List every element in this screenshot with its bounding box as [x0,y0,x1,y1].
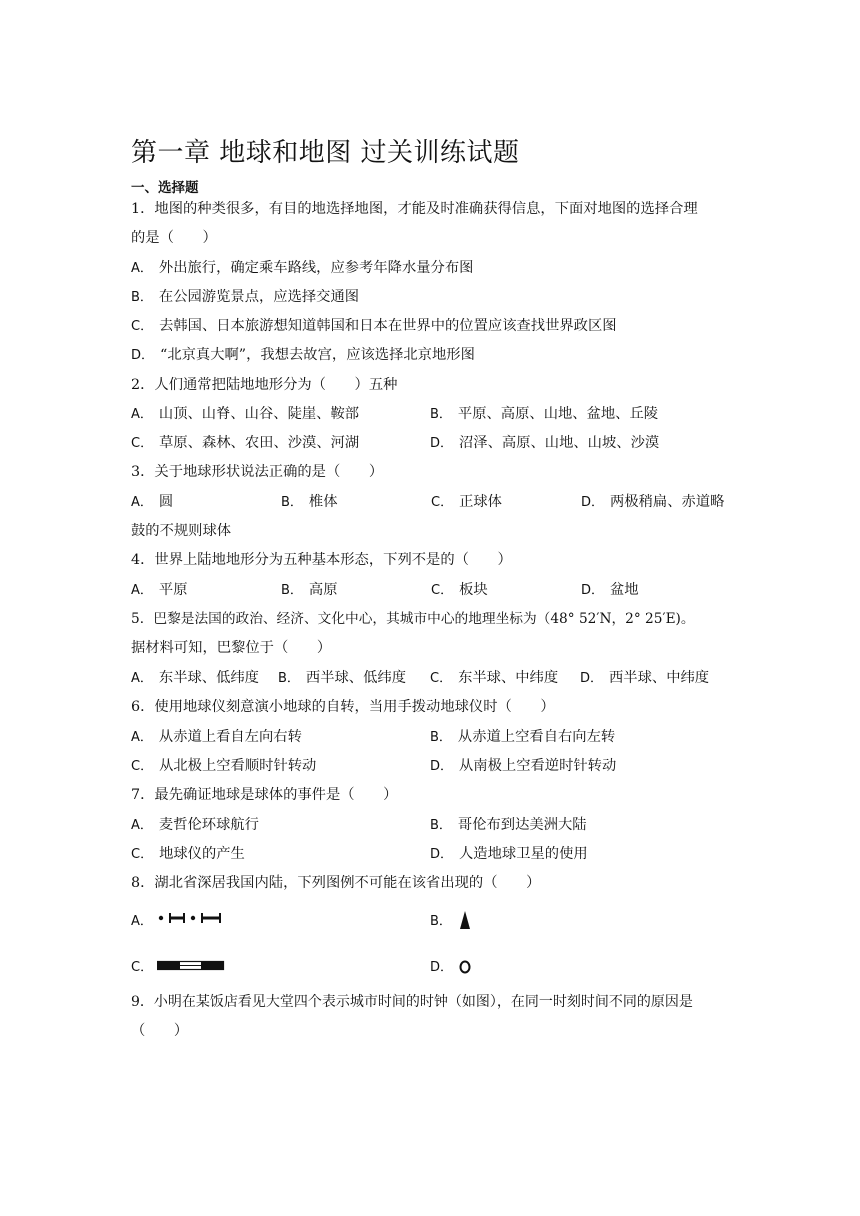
q8-stem: 8．湖北省深居我国内陆，下列图例不可能在该省出现的（ ） [131,875,541,891]
q1-option-c [131,316,617,337]
q3-option-a [131,492,173,513]
option-text: 西半球、低纬度 [305,670,406,686]
option-label: C． [430,671,453,686]
option-text: 沼泽、高原、山地、山坡、沙漠 [459,435,660,451]
q8-option-b-label [430,911,458,932]
option-label: B． [278,671,300,686]
option-text: “北京真大啊”，我想去故宫，应该选择北京地形图 [160,347,475,363]
option-label: B． [430,818,452,833]
option-text: 从赤道上看自左向右转 [158,729,302,745]
option-text: 板块 [459,582,488,598]
option-text: 平原、高原、山地、盆地、丘陵 [457,406,659,422]
option-label: C． [131,436,154,451]
q1-stem-line1: 1．地图的种类很多，有目的地选择地图，才能及时准确获得信息，下面对地图的选择合理 [131,201,698,217]
option-text: 两极稍扁、赤道略 [610,494,725,510]
option-label: A． [131,730,153,745]
q6-option-d [430,756,616,777]
option-label: A． [131,914,153,929]
q2-stem: 2．人们通常把陆地地形分为（ ）五种 [131,377,398,393]
q3-option-d [581,492,724,513]
option-text: 草原、森林、农田、沙漠、河湖 [159,435,360,451]
option-text: 去韩国、日本旅游想知道韩国和日本在世界中的位置应该查找世界政区图 [159,318,617,334]
q3-option-c [431,492,502,513]
option-label: B． [281,495,303,510]
option-text: 盆地 [610,582,639,598]
option-text: 椎体 [308,494,338,510]
option-label: D． [580,671,604,686]
option-label: C． [131,847,154,862]
q1-option-a [131,258,473,279]
q8-option-d-label [430,957,459,978]
option-text: 地球仪的产生 [159,846,245,862]
q4-option-a [131,580,188,601]
q5-option-c [430,668,558,689]
q9-stem-line1: 9．小明在某饭店看见大堂四个表示城市时间的时钟（如图），在同一时刻时间不同的原因是 [131,994,693,1010]
q2-option-b [430,404,658,425]
q4-stem: 4．世界上陆地地形分为五种基本形态，下列不是的（ ） [131,552,512,568]
q2-option-d [430,433,659,454]
q5-option-d [580,668,709,689]
q5-stem-line2: 据材料可知，巴黎位于（ ） [131,640,332,656]
option-label: C． [131,759,154,774]
section-heading: 一、选择题 [131,180,199,196]
option-label: C． [431,583,454,598]
option-label: B． [131,290,153,305]
option-label: D． [581,495,605,510]
q2-option-a [131,404,359,425]
option-label: D． [430,436,454,451]
q4-option-c [431,580,488,601]
option-text: 圆 [158,494,174,510]
option-text: 从北极上空看顺时针转动 [159,758,317,774]
q7-option-a [131,815,259,836]
option-label: D． [430,960,454,975]
q8-option-a-label [131,911,159,932]
option-label: A． [131,407,153,422]
q1-stem-line2: 的是（ ） [131,230,217,246]
q4-option-b [281,580,338,601]
option-text: 平原 [158,582,188,598]
option-label: A． [131,818,153,833]
option-label: C． [431,495,454,510]
q2-option-c [131,433,359,454]
option-label: B． [281,583,303,598]
option-text: 从南极上空看逆时针转动 [459,758,617,774]
option-text: 哥伦布到达美洲大陆 [457,817,587,833]
q1-option-b [131,287,359,308]
q6-stem: 6．使用地球仪刻意演小地球的自转，当用手拨动地球仪时（ ） [131,699,555,715]
option-label: D． [131,348,155,363]
q7-option-c [131,844,245,865]
boundary-line-icon [157,911,225,925]
option-label: D． [581,583,605,598]
q3-option-d-continued: 鼓的不规则球体 [131,523,232,539]
q4-option-d [581,580,639,601]
option-text: 人造地球卫星的使用 [459,846,588,862]
city-circle-icon [458,959,472,975]
mountain-peak-icon [458,910,472,930]
option-text: 山顶、山脊、山谷、陡崖、鞍部 [158,406,360,422]
option-text: 西半球、中纬度 [609,670,710,686]
option-label: B． [430,730,452,745]
option-label: D． [430,759,454,774]
option-text: 高原 [308,582,338,598]
q6-option-a [131,727,302,748]
option-label: D． [430,847,454,862]
option-label: A． [131,261,153,276]
q3-option-b [281,492,338,513]
q7-option-b [430,815,587,836]
option-label: A． [131,583,153,598]
page-title: 第一章 地球和地图 过关训练试题 [131,138,520,168]
option-label: A． [131,671,153,686]
option-text: 正球体 [459,494,502,510]
option-label: C． [131,960,154,975]
option-label: B． [430,914,452,929]
option-text: 从赤道上空看自右向左转 [457,729,616,745]
option-text: 东半球、中纬度 [458,670,559,686]
option-text: 东半球、低纬度 [158,670,259,686]
q5-stem-line1: 5．巴黎是法国的政治、经济、文化中心，其城市中心的地理坐标为（48° 52′N，2° 25′E)。 [131,611,695,627]
q5-option-b [278,668,406,689]
option-text: 外出旅行，确定乘车路线，应参考年降水量分布图 [158,260,474,276]
q8-option-c-label [131,957,159,978]
q1-option-d [131,345,475,366]
q6-option-b [430,727,615,748]
option-label: C． [131,319,154,334]
railway-icon [157,960,225,971]
q5-option-a [131,668,259,689]
q9-stem-line2: （ ） [131,1023,189,1039]
q7-option-d [430,844,588,865]
option-label: B． [430,407,452,422]
q6-option-c [131,756,316,777]
q3-stem: 3．关于地球形状说法正确的是（ ） [131,464,384,480]
option-text: 麦哲伦环球航行 [158,817,259,833]
q7-stem: 7．最先确证地球是球体的事件是（ ） [131,787,398,803]
option-text: 在公园游览景点，应选择交通图 [158,289,360,305]
option-label: A． [131,495,153,510]
